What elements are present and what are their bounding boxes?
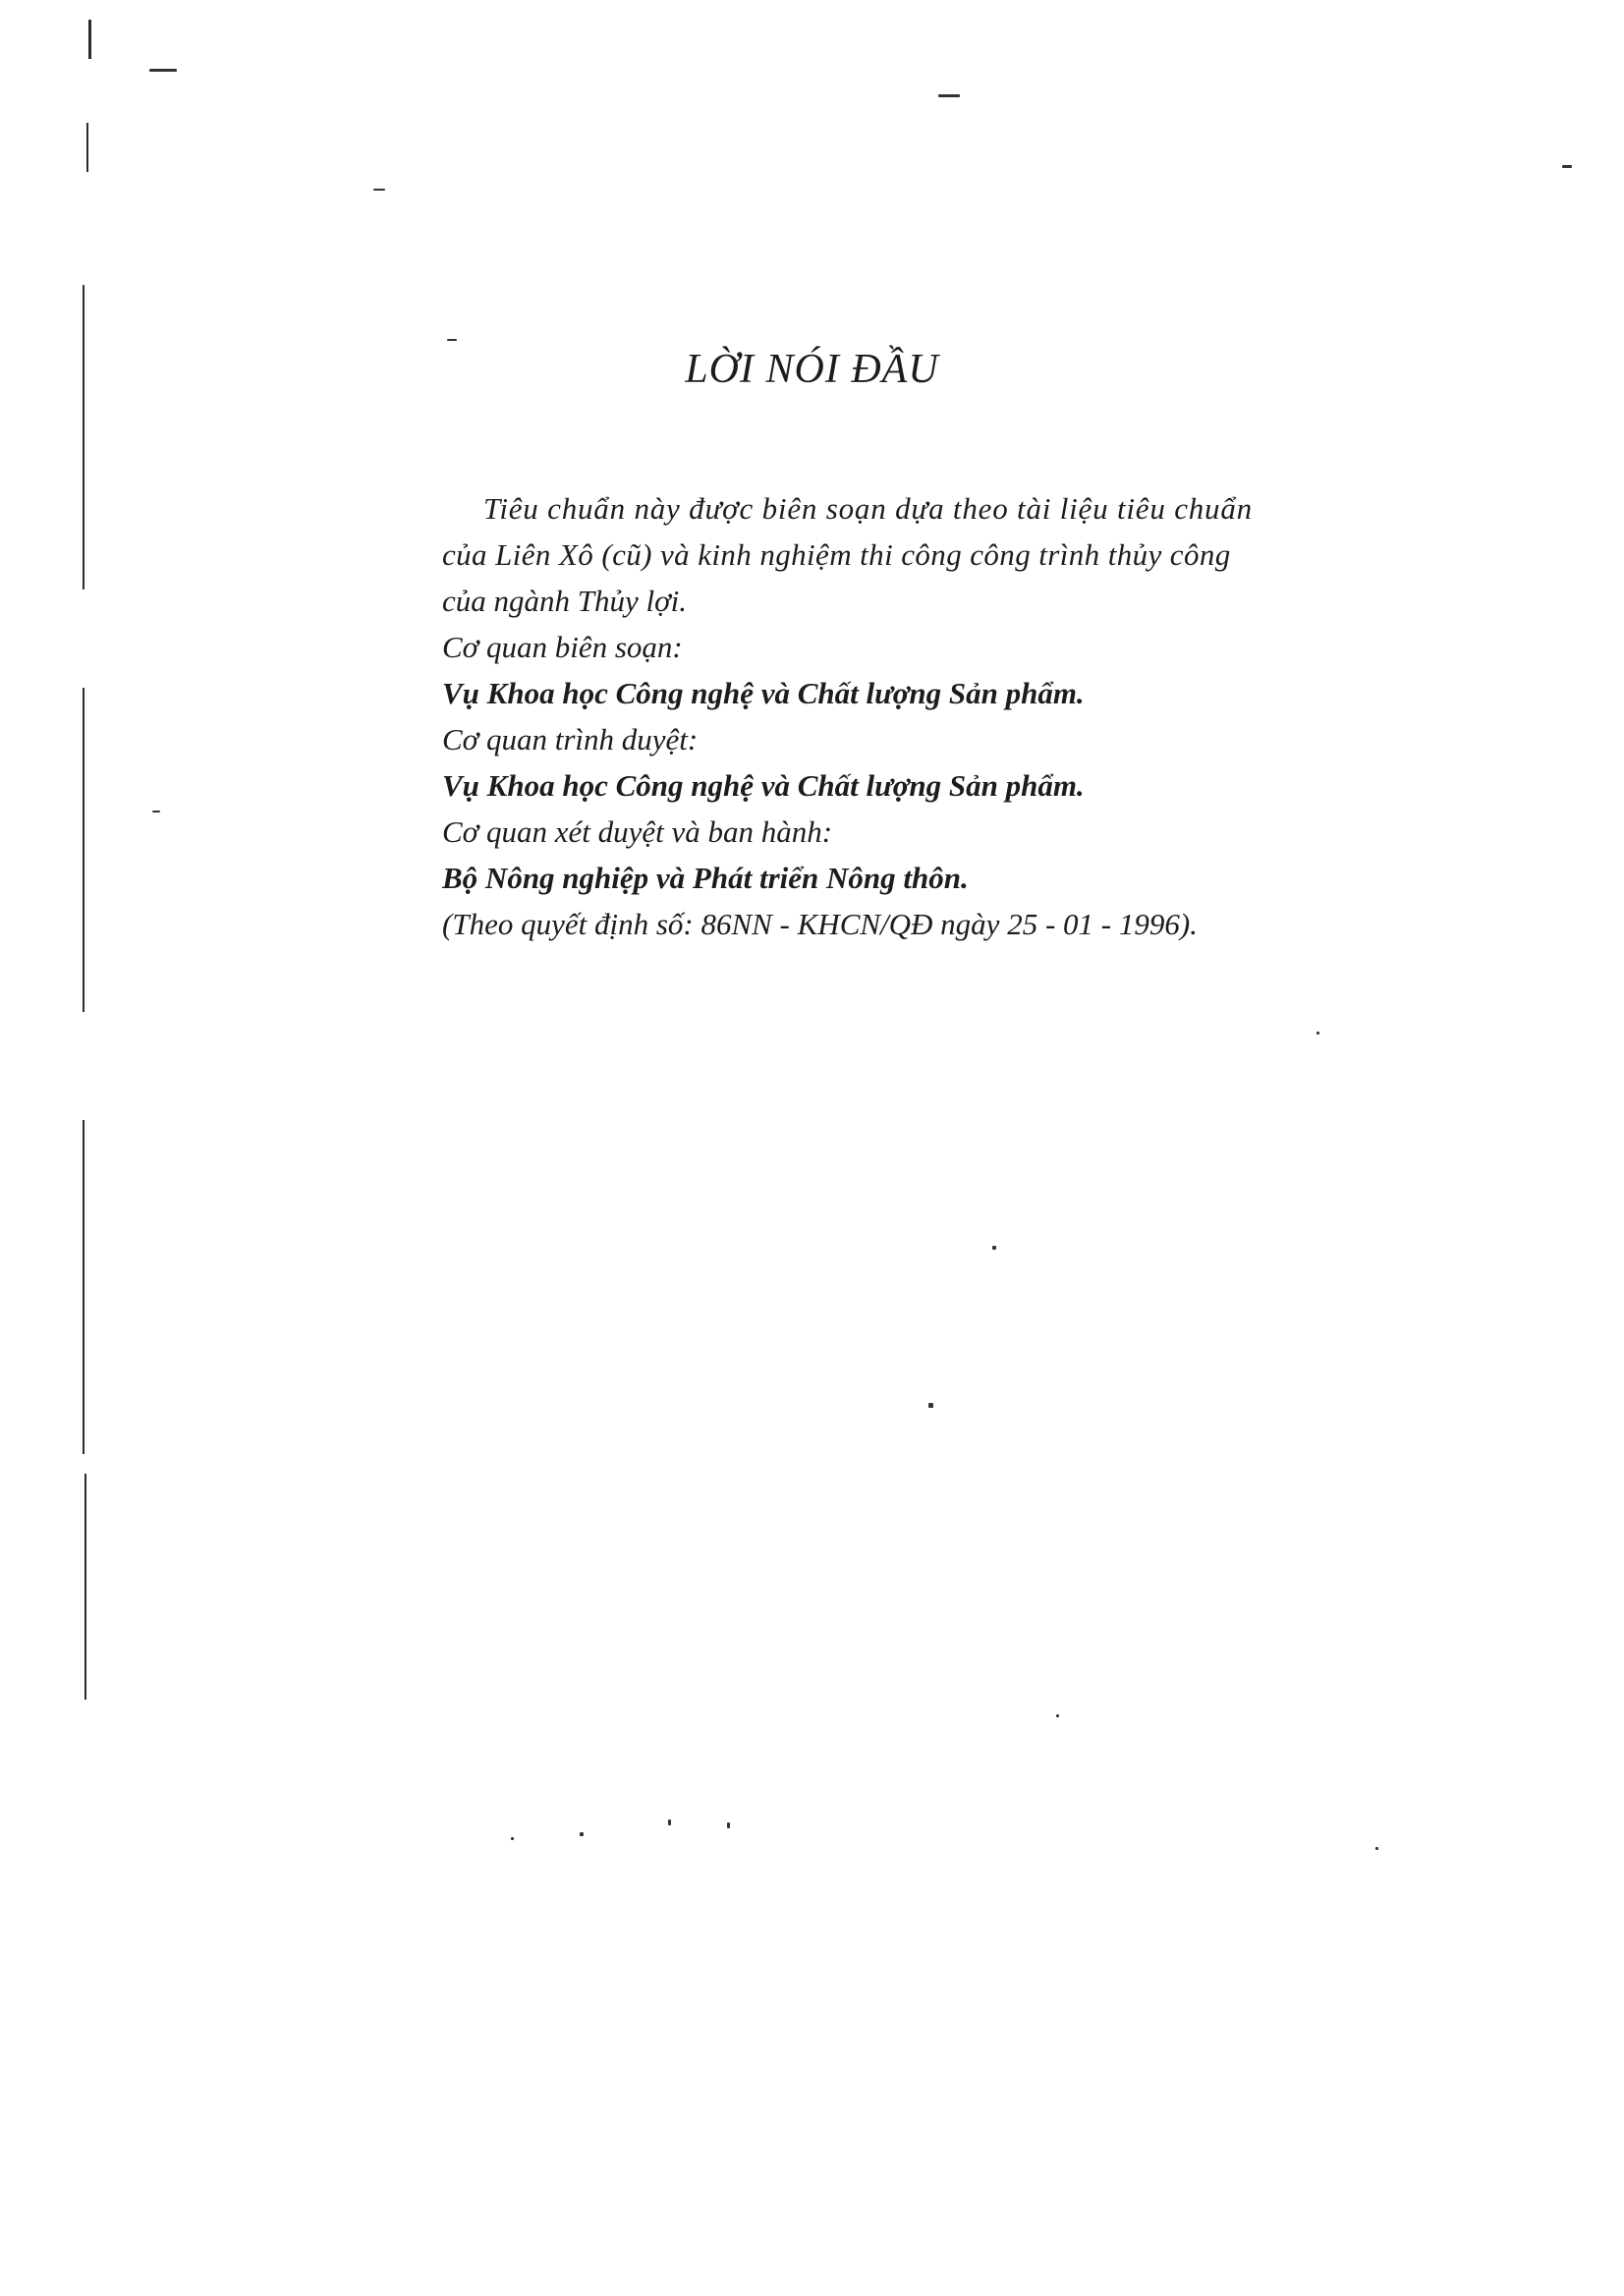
scan-speck	[727, 1822, 730, 1828]
submitter-value: Vụ Khoa học Công nghệ và Chất lượng Sản phẩm.	[442, 768, 1085, 803]
approver-value: Bộ Nông nghiệp và Phát triển Nông thôn.	[442, 861, 969, 895]
intro-line: của ngành Thủy lợi.	[442, 584, 688, 618]
scan-speck	[447, 339, 457, 341]
scan-speck	[668, 1820, 671, 1825]
scan-speck	[511, 1837, 514, 1840]
scan-speck	[149, 69, 177, 72]
scan-speck	[938, 94, 960, 97]
scan-edge-line	[88, 20, 91, 59]
preface-body	[442, 485, 1326, 947]
scan-edge-line	[86, 123, 88, 172]
compiler-value: Vụ Khoa học Công nghệ và Chất lượng Sản phẩm.	[442, 676, 1085, 710]
scan-speck	[1562, 165, 1572, 168]
scan-speck	[1316, 1032, 1319, 1035]
scan-speck	[580, 1832, 584, 1836]
scan-speck	[992, 1246, 996, 1250]
compiler-label: Cơ quan biên soạn:	[442, 630, 683, 664]
scan-edge-line	[84, 1474, 86, 1700]
page-title: LỜI NÓI ĐẦU	[685, 347, 939, 392]
decision-note: (Theo quyết định số: 86NN - KHCN/QĐ ngày 25 - 01 - 1996).	[442, 907, 1198, 941]
scan-speck	[928, 1403, 933, 1408]
scan-edge-line	[83, 1120, 84, 1454]
scan-speck	[1056, 1714, 1059, 1717]
scan-edge-line	[83, 688, 84, 1012]
intro-line: Tiêu chuẩn này được biên soạn dựa theo tài liệu tiêu chuẩn	[483, 491, 1253, 526]
scan-speck	[1375, 1847, 1378, 1850]
intro-line: của Liên Xô (cũ) và kinh nghiệm thi công công trình thủy công	[442, 537, 1231, 572]
submitter-label: Cơ quan trình duyệt:	[442, 722, 699, 756]
scan-speck	[152, 811, 160, 812]
scan-speck	[373, 189, 385, 191]
scan-edge-line	[83, 285, 84, 589]
approver-label: Cơ quan xét duyệt và ban hành:	[442, 814, 833, 849]
